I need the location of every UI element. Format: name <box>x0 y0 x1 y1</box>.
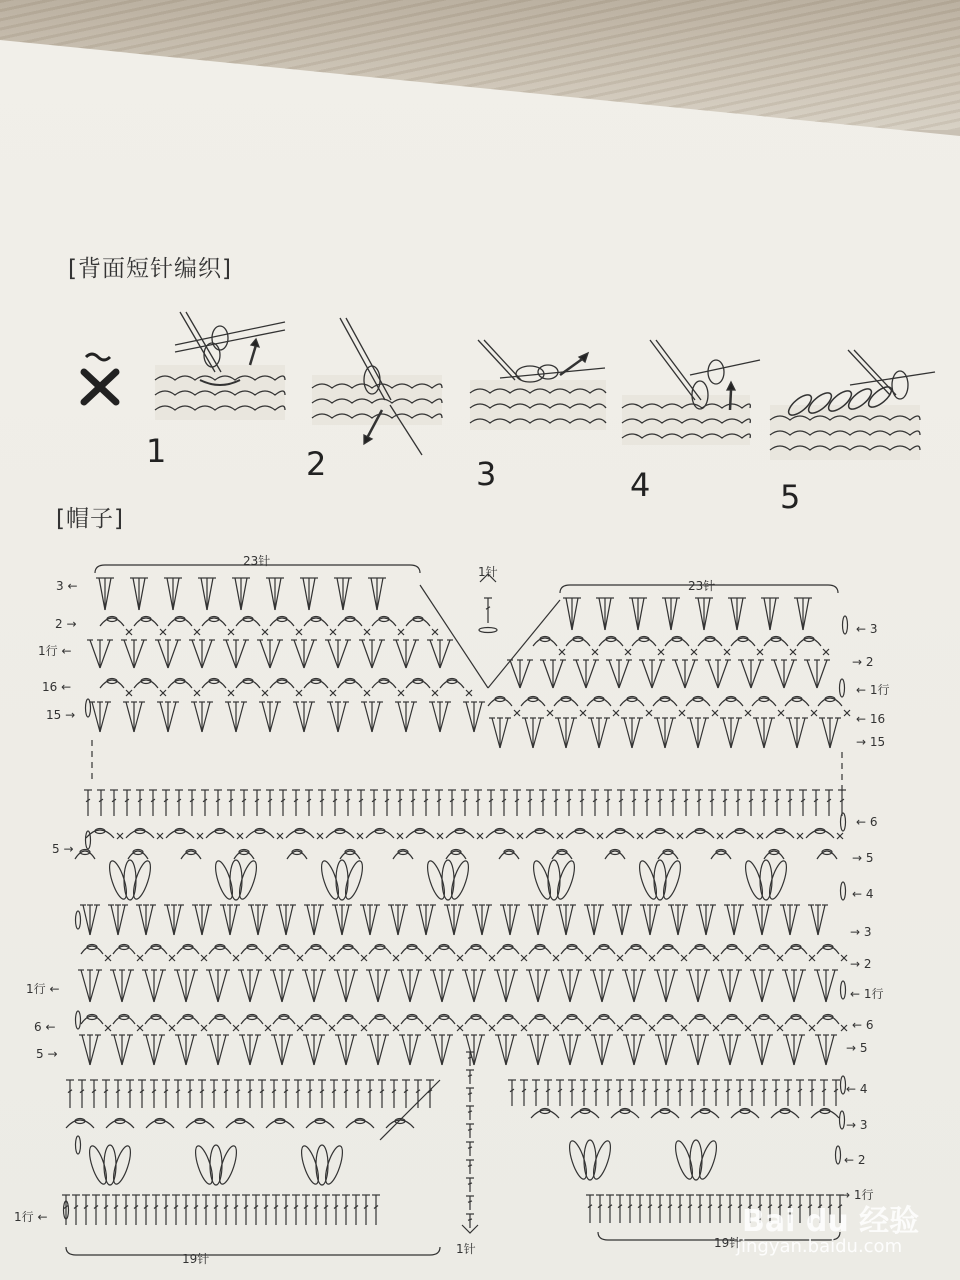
row-label-left: 3 ← <box>56 579 78 593</box>
count-top-left: 23针 <box>243 554 271 568</box>
count-bottom-left: 19针 <box>182 1252 210 1266</box>
row-label-left: 5 → <box>52 842 74 856</box>
row-label-right: ← 1行 <box>850 987 884 1001</box>
row-label-right: → 2 <box>850 957 872 971</box>
row-label-right: ← 6 <box>852 1018 874 1032</box>
step-number: 2 <box>306 445 327 483</box>
hat-section-title: [帽子] <box>56 506 124 532</box>
row-label-right: → 2 <box>852 655 874 669</box>
row-label-left: 1行 ← <box>14 1210 48 1224</box>
row-label-right: ← 4 <box>852 887 874 901</box>
count-bottom-right: 19针 <box>714 1236 742 1250</box>
row-label-right: → 15 <box>856 735 886 749</box>
step-number: 4 <box>630 466 651 504</box>
row-label-right: ← 6 <box>856 815 878 829</box>
row-label-right: ← 4 <box>846 1082 868 1096</box>
step-number: 1 <box>146 432 167 470</box>
step-number: 5 <box>780 478 801 516</box>
row-label-right: → 5 <box>852 851 874 865</box>
row-label-left: 2 → <box>55 617 77 631</box>
row-label-right: ← 16 <box>856 712 886 726</box>
row-label-right: ← 1行 <box>856 683 890 697</box>
row-label-right: ← 2 <box>844 1153 866 1167</box>
stitch-section-title: [背面短针编织] <box>68 256 232 282</box>
row-label-left: 16 ← <box>42 680 72 694</box>
row-label-left: 5 → <box>36 1047 58 1061</box>
baidu-watermark-url: jingyan.baidu.com <box>736 1236 903 1257</box>
row-label-right: → 1行 <box>840 1188 874 1202</box>
row-label-right: ← 3 <box>856 622 878 636</box>
count-top-center: 1针 <box>478 565 498 579</box>
baidu-watermark-logo: Bai du 经验 <box>742 1204 920 1239</box>
row-label-left: 15 → <box>46 708 76 722</box>
step-number: 3 <box>476 455 497 493</box>
row-label-left: 1行 ← <box>26 982 60 996</box>
row-label-left: 1行 ← <box>38 644 72 658</box>
row-label-right: → 3 <box>850 925 872 939</box>
row-label-left: 6 ← <box>34 1020 56 1034</box>
row-label-right: → 3 <box>846 1118 868 1132</box>
count-top-right: 23针 <box>688 579 716 593</box>
row-label-right: → 5 <box>846 1041 868 1055</box>
count-bottom-center: 1针 <box>456 1242 476 1256</box>
